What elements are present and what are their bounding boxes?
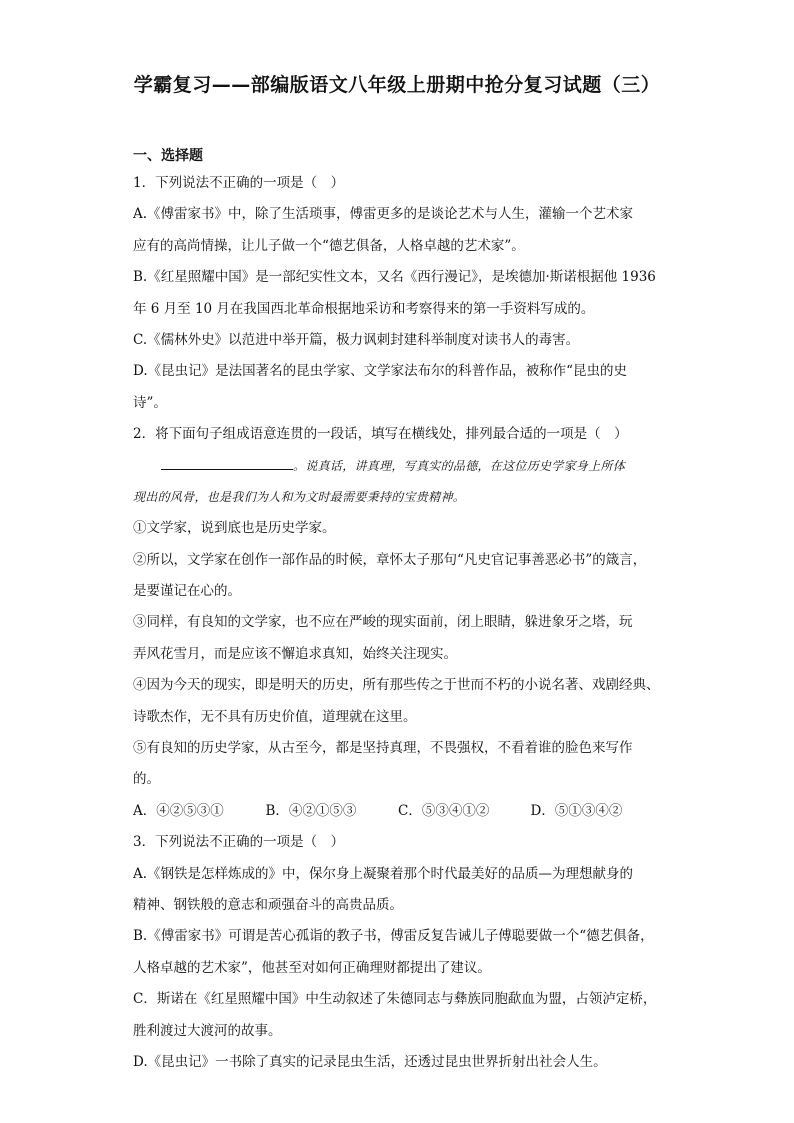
q2-sentence-5-line1: ⑤有良知的历史学家，从古至今，都是坚持真理，不畏强权，不看着谁的脸色来写作 bbox=[133, 740, 633, 757]
q3-stem: 3．下列说法不正确的一项是（ ） bbox=[133, 834, 345, 851]
q2-option-d: D．⑤①③④② bbox=[530, 802, 623, 819]
q2-sentence-4-line2: 诗歌杰作，无不具有历史价值，道理就在这里。 bbox=[133, 708, 417, 725]
q2-option-b: B．④②①⑤③ bbox=[265, 802, 357, 819]
question-list bbox=[133, 168, 663, 1078]
q2-sentence-1: ①文学家，说到底也是历史学家。 bbox=[133, 520, 336, 537]
q2-sentence-2-line2: 是要谨记在心的。 bbox=[133, 583, 241, 600]
q3-option-c-line2: 胜利渡过大渡河的故事。 bbox=[133, 1022, 282, 1039]
q2-passage-line2: 现出的风骨，也是我们为人和为文时最需要秉持的宝贵精神。 bbox=[133, 489, 466, 504]
q3-option-b-line1: B.《傅雷家书》可谓是苦心孤诣的教子书，傅雷反复告诫儿子傅聪要做一个“德艺俱备， bbox=[133, 928, 654, 945]
q3-option-b-line2: 人格卓越的艺术家”，他甚至对如何正确理财都提出了建议。 bbox=[133, 959, 491, 976]
q2-stem: 2．将下面句子组成语意连贯的一段话，填写在横线处，排列最合适的一项是（ ） bbox=[133, 426, 628, 443]
q1-option-d-line2: 诗”。 bbox=[133, 394, 167, 411]
q2-sentence-5-line2: 的。 bbox=[133, 771, 160, 788]
section-heading: 一、选择题 bbox=[133, 148, 203, 164]
page-title: 学霸复习——部编版语文八年级上册期中抢分复习试题（三） bbox=[133, 74, 661, 96]
q2-sentence-4-line1: ④因为今天的现实，即是明天的历史，所有那些传之于世而不朽的小说名著、戏剧经典、 bbox=[133, 677, 660, 694]
q1-option-b-line1: B.《红星照耀中国》是一部纪实性文本，又名《西行漫记》，是埃德加·斯诺根据他 1936 bbox=[133, 269, 656, 286]
q3-option-c-line1: C．斯诺在《红星照耀中国》中生动叙述了朱德同志与彝族同胞歃血为盟，占领泸定桥， bbox=[133, 991, 657, 1008]
q2-option-c: C．⑤③④①② bbox=[398, 802, 490, 819]
q2-sentence-3-line2: 弄风花雪月，而是应该不懈追求真知，始终关注现实。 bbox=[133, 645, 457, 662]
q1-option-a-line1: A.《傅雷家书》中，除了生活琐事，傅雷更多的是谈论艺术与人生，灌输一个艺术家 bbox=[133, 206, 634, 223]
q1-stem: 1．下列说法不正确的一项是（ ） bbox=[133, 175, 345, 191]
q1-option-b-line2: 年 6 月至 10 月在我国西北革命根据地采访和考察得来的第一手资料写成的。 bbox=[133, 300, 595, 317]
q2-passage-tail: 。说真话，讲真理，写真实的品德，在这位历史学家身上所体 bbox=[293, 458, 626, 473]
q1-option-c: C.《儒林外史》以范进中举开篇，极力讽刺封建科举制度对读书人的毒害。 bbox=[133, 331, 580, 348]
q3-option-d: D.《昆虫记》一书除了真实的记录昆虫生活，还透过昆虫世界折射出社会人生。 bbox=[133, 1053, 607, 1070]
q2-option-a: A．④②⑤③① bbox=[133, 802, 224, 819]
q3-option-a-line1: A.《钢铁是怎样炼成的》中，保尔身上凝聚着那个时代最美好的品质—为理想献身的 bbox=[133, 865, 634, 882]
q2-passage-line1 bbox=[133, 451, 663, 482]
q1-option-d-line1: D.《昆虫记》是法国著名的昆虫学家、文学家法布尔的科普作品，被称作“昆虫的史 bbox=[133, 363, 628, 380]
q1-option-a-line2: 应有的高尚情操，让儿子做一个“德艺俱备，人格卓越的艺术家”。 bbox=[133, 237, 525, 254]
q2-options bbox=[133, 796, 663, 827]
answer-blank bbox=[161, 455, 293, 470]
q2-sentence-3-line1: ③同样，有良知的文学家，也不应在严峻的现实面前，闭上眼睛，躲进象牙之塔，玩 bbox=[133, 614, 633, 631]
q2-sentence-2-line1: ②所以，文学家在创作一部作品的时候，章怀太子那句“凡史官记事善恶必书”的箴言， bbox=[133, 551, 647, 568]
q3-option-a-line2: 精神、钢铁般的意志和顽强奋斗的高贵品质。 bbox=[133, 896, 403, 913]
